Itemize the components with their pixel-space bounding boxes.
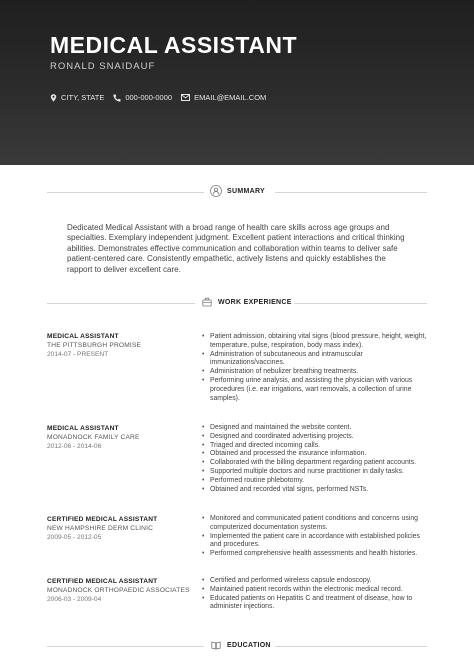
duty-item: • Designed and coordinated advertising projects. (202, 433, 430, 442)
divider (275, 646, 427, 647)
location-text: CITY, STATE (61, 93, 105, 102)
job-dates: 2012-06 - 2014-06 (47, 443, 102, 450)
email-text[interactable]: EMAIL@EMAIL.COM (194, 93, 267, 102)
job-company: MONADNOCK ORTHOPAEDIC ASSOCIATES (47, 587, 190, 594)
job-dates: 2009-05 - 2012-05 (47, 534, 102, 541)
duty-item: • Obtained and processed the insurance information. (202, 450, 430, 459)
job-entry (47, 424, 207, 451)
duty-item: • Designed and maintained the website content. (202, 424, 430, 433)
duty-item: • Implemented the patient care in accordance with established policies and procedures. (202, 533, 430, 551)
job-dates: 2006-03 - 2009-04 (47, 596, 102, 603)
education-title: EDUCATION (227, 641, 271, 649)
duty-item: • Collaborated with the billing department regarding patient accounts. (202, 459, 430, 468)
duty-item: • Triaged and directed incoming calls. (202, 442, 430, 451)
duty-item: • Performed comprehensive health assessments and health histories. (202, 550, 430, 559)
duty-item: • Maintained patient records within the electronic medical record. (202, 586, 430, 595)
contact-email[interactable] (181, 93, 266, 102)
duty-item: • Patient admission, obtaining vital signs (blood pressure, height, weight, temperature, pulse, respiration, body mass index). (202, 333, 430, 351)
job-duties-list (202, 333, 430, 403)
divider (47, 192, 204, 193)
divider (275, 192, 427, 193)
book-icon (210, 639, 222, 651)
job-title: CERTIFIED MEDICAL ASSISTANT (47, 516, 158, 523)
summary-title: SUMMARY (227, 187, 266, 195)
job-company: NEW HAMPSHIRE DERM CLINIC (47, 525, 154, 532)
job-duties-list (202, 577, 430, 612)
job-title: MEDICAL ASSISTANT (47, 425, 119, 432)
summary-text: Dedicated Medical Assistant with a broad range of health care skills across age groups and specialties. Exemplary independent judgment. Excellent patient interactions and critical thinking abilities. Demonstrates effective communication and collaboration within teams to deliver safe patient-centered care. Consistently empathetic, actively listens and quickly establishes the rapport to deliver excellent care. (67, 223, 405, 274)
divider (47, 646, 204, 647)
job-entry (47, 577, 207, 604)
envelope-icon (181, 94, 190, 101)
resume-title: MEDICAL ASSISTANT (50, 32, 298, 58)
education-badge (205, 639, 276, 651)
job-duties-list (202, 424, 430, 494)
briefcase-icon (201, 296, 213, 308)
summary-heading (0, 185, 474, 199)
contact-info (50, 93, 266, 102)
work-experience-heading (0, 296, 474, 310)
divider (47, 303, 195, 304)
duty-item: • Monitored and communicated patient conditions and concerns using computerized documentation systems. (202, 515, 430, 533)
duty-item: • Certified and performed wireless capsule endoscopy. (202, 577, 430, 586)
duty-item: • Performing urine analysis, and assisting the physician with various procedures (i.e. ear irrigations, wart removals, a collection of urine samples). (202, 377, 430, 403)
work-experience-badge (196, 296, 297, 308)
location-pin-icon (50, 94, 57, 102)
phone-icon (113, 94, 121, 102)
divider (294, 303, 427, 304)
job-duties-list (202, 515, 430, 559)
duty-item: • Obtained and recorded vital signs, performed NSTs. (202, 486, 430, 495)
duty-item: • Administration of subcutaneous and intramuscular immunizations/vaccines. (202, 351, 430, 369)
person-name: RONALD SNAIDAUF (50, 61, 156, 72)
work-experience-title: WORK EXPERIENCE (218, 298, 292, 306)
job-company: THE PITTSBURGH PROMISE (47, 342, 142, 349)
education-heading (0, 639, 474, 653)
duty-item: • Educated patients on Hepatitis C and treatment of disease, how to administer injections. (202, 595, 430, 613)
summary-badge (205, 185, 270, 197)
job-entry (47, 332, 207, 359)
job-company: MONADNOCK FAMILY CARE (47, 434, 140, 441)
resume-header (0, 0, 474, 165)
phone-text: 000-000-0000 (125, 93, 173, 102)
job-title: MEDICAL ASSISTANT (47, 333, 119, 340)
user-icon (210, 185, 222, 197)
duty-item: • Supported multiple doctors and nurse practitioner in daily tasks. (202, 468, 430, 477)
contact-phone (113, 93, 172, 102)
job-entry (47, 515, 207, 542)
contact-location (50, 93, 104, 102)
job-dates: 2014-07 - PRESENT (47, 351, 109, 358)
job-title: CERTIFIED MEDICAL ASSISTANT (47, 578, 158, 585)
duty-item: • Administration of nebulizer breathing treatments. (202, 368, 430, 377)
duty-item: • Performed routine phlebotomy. (202, 477, 430, 486)
